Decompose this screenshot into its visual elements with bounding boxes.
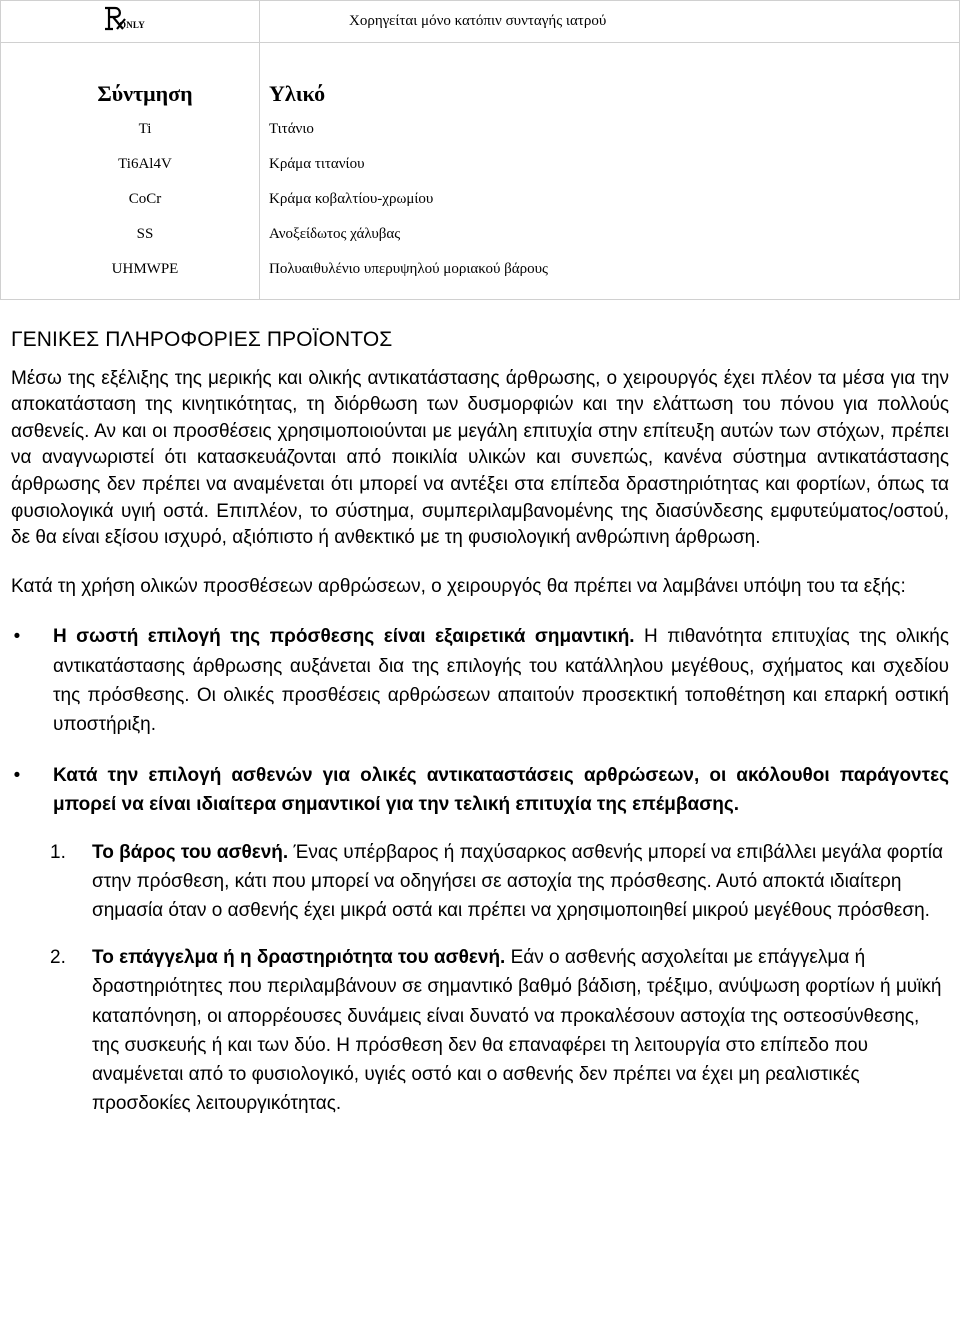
abbreviation-header: Σύντμηση (97, 81, 193, 106)
factor-text: Εάν ο ασθενής ασχολείται με επάγγελμα ή δραστηριότητες που περιλαμβάνουν σε σημαντικό βαθμό βάδιση, τρέξιμο, ανύψωση φορτίων ή μυϊκή καταπόνηση, οι απορρέουσες δυνάμεις είναι δυνατό να προκαλέσουν αστοχία της οστεοσύνθεσης, της συσκευής ή και των δύο. Η πρόσθεση δεν θα επαναφέρει τη λειτουργία στο επίπεδο που αναμένεται από το φυσιολογικό, υγιές οστό και ο ασθενής δεν πρέπει να έχει μη ρεαλιστικές προσδοκίες λειτουργικότητας. (92, 947, 942, 1115)
factor-number: 1. (50, 841, 66, 863)
abbreviation-column (1, 43, 260, 300)
rx-only-logo (101, 5, 159, 33)
material-cell: Τιτάνιο (269, 121, 314, 137)
factor-item (11, 943, 949, 1118)
bullet-icon: • (13, 765, 21, 787)
intro-paragraph: Μέσω της εξέλιξης της μερικής και ολικής αντικατάστασης άρθρωσης, ο χειρουργός έχει πλέον τα μέσα για την αποκατάσταση της κινητικότητας, τη διόρθωση των δυσμορφιών και την ελάττωση του πόνου για πολλούς ασθενείς. Αν και οι προσθέσεις χρησιμοποιούνται με μεγάλη επιτυχία στην επίτευξη αυτών των στόχων, πρέπει να αναγνωριστεί ότι κατασκευάζονται από ποικιλία υλικών και συνεπώς, κανένα σύστημα αντικατάστασης άρθρωσης δεν πρέπει να αναμένεται ότι μπορεί να αντέξει στα επίπεδα δραστηριότητας και φορτίων, όπως τα φυσιολογικά υγιή οστά. Επιπλέον, το σύστημα, συμπεριλαμβανομένης της διασύνδεσης εμφυτεύματος/οστού, δε θα είναι εξίσου ισχυρό, αξιόπιστο ή ανθεκτικό με τη φυσιολογική ανθρώπινη άρθρωση. (11, 367, 949, 549)
rx-only-label: ONLY (119, 20, 145, 30)
material-cell: Ανοξείδωτος χάλυβας (269, 226, 401, 242)
rx-logo-cell (1, 1, 260, 43)
abbreviation-cell: Ti6Al4V (118, 156, 172, 172)
considerations-paragraph: Κατά τη χρήση ολικών προσθέσεων αρθρώσεων, ο χειρουργός θα πρέπει να λαμβάνει υπόψη του τα εξής: (11, 575, 906, 597)
bullet-text: Η πιθανότητα επιτυχίας της ολικής αντικατάστασης άρθρωσης αυξάνεται δια της επιλογής του κατάλληλου μεγέθους, σχήματος και σχεδίου της πρόσθεσης. Οι ολικές προσθέσεις αρθρώσεων απαιτούν προσεκτική τοποθέτηση και επαρκή οστική υποστήριξη. (53, 626, 949, 735)
general-info-section (11, 327, 949, 1118)
factor-item (11, 838, 949, 926)
material-header: Υλικό (269, 81, 326, 106)
section-title: ΓΕΝΙΚΕΣ ΠΛΗΡΟΦΟΡΙΕΣ ΠΡΟΪΟΝΤΟΣ (11, 328, 393, 351)
abbreviation-cell: UHMWPE (111, 261, 179, 277)
abbreviation-cell: CoCr (128, 191, 162, 207)
factor-bold-text: Το βάρος του ασθενή. (92, 841, 289, 863)
bullet-bold-text: Κατά την επιλογή ασθενών για ολικές αντικαταστάσεις αρθρώσεων, οι ακόλουθοι παράγοντες μπορεί να είναι ιδιαίτερα σημαντικοί για την τελική επιτυχία της επέμβασης. (53, 765, 949, 816)
bullet-item (11, 622, 949, 739)
material-column (260, 43, 960, 300)
header-table (0, 0, 960, 300)
factor-text: Ένας υπέρβαρος ή παχύσαρκος ασθενής μπορεί να επιβάλλει μεγάλα φορτία στην πρόσθεση, κάτι που μπορεί να οδηγήσει σε αστοχία της πρόσθεσης. Αυτό αποκτά ιδιαίτερη σημασία όταν ο ασθενής έχει μικρά οστά και πρέπει να χρησιμοποιηθεί μικρού μεγέθους πρόσθεση. (92, 841, 943, 921)
material-cell: Πολυαιθυλένιο υπερυψηλού μοριακού βάρους (269, 261, 548, 277)
abbreviation-cell: SS (136, 226, 154, 242)
material-cell: Κράμα τιτανίου (269, 156, 365, 172)
factor-number: 2. (50, 947, 66, 969)
bullet-icon: • (13, 626, 21, 648)
abbreviation-cell: Ti (138, 121, 152, 137)
bullet-bold-text: Η σωστή επιλογή της πρόσθεσης είναι εξαιρετικά σημαντική. (53, 626, 635, 648)
rx-note: Χορηγείται μόνο κατόπιν συνταγής ιατρού (260, 1, 960, 43)
material-cell: Κράμα κοβαλτίου-χρωμίου (269, 191, 434, 207)
bullet-item (11, 761, 949, 819)
factor-bold-text: Το επάγγελμα ή η δραστηριότητα του ασθενή. (92, 947, 506, 969)
